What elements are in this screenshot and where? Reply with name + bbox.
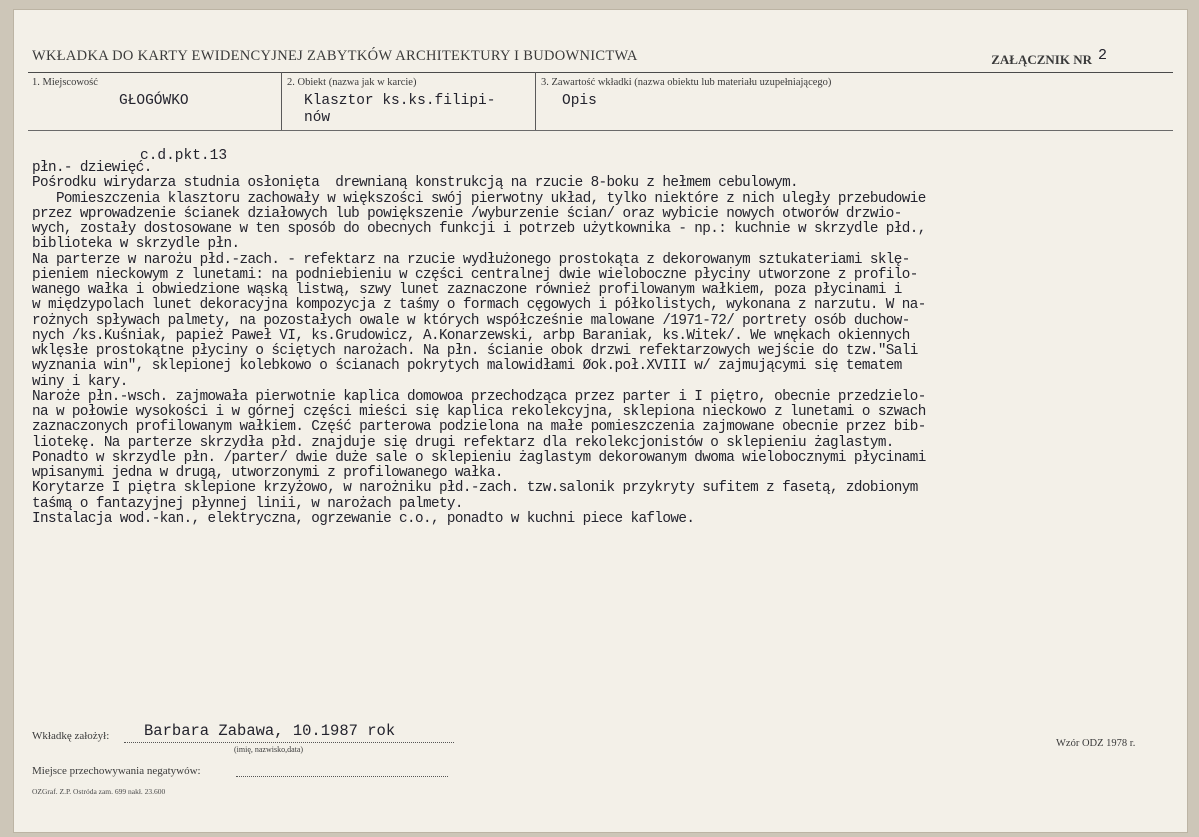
body-line: płn.- dziewięć. bbox=[32, 160, 152, 176]
column-divider-1 bbox=[281, 72, 282, 130]
body-line: taśmą o fantazyjnej płynnej linii, w narożach palmety. bbox=[32, 495, 463, 512]
column-divider-2 bbox=[535, 72, 536, 130]
author-value: Barbara Zabawa, 10.1987 rok bbox=[144, 722, 396, 740]
body-line: nych /ks.Kuśniak, papież Paweł VI, ks.Grudowicz, A.Konarzewski, arbp Baraniak, ks.Witek/. We wnękach okiennych bbox=[32, 327, 910, 344]
body-line: wklęsłe prostokątne płyciny o ściętych narożach. Na płn. ścianie obok drzwi refektarzowych wejście do tzw."Sali bbox=[32, 343, 918, 359]
body-line: Pośrodku wirydarza studnia osłonięta drewnianą konstrukcją na rzucie 8-boku z hełmem cebulowym. bbox=[32, 175, 799, 192]
body-line: zaznaczonych profilowanym wałkiem. Część parterowa podzielona na małe pomieszczenia zajmowane obecnie przez bib- bbox=[32, 419, 926, 436]
attachment-label: ZAŁĄCZNIK NR bbox=[991, 52, 1092, 67]
body-line: wych, zostały dostosowane w ten sposób do obecnych funkcji i potrzeb użytkownika - np.: kuchnie w skrzydle płd., bbox=[32, 221, 926, 237]
header-rule-top bbox=[28, 72, 1173, 73]
body-line: Ponadto w skrzydle płn. /parter/ dwie duże sale o sklepieniu żaglastym dekorowanym dwoma wielobocznymi płycinami bbox=[32, 449, 926, 466]
pattern-label: Wzór ODZ 1978 r. bbox=[1056, 738, 1136, 749]
body-line: w międzypolach lunet dekoracyjna kompozycja z taśmy o formach cęgowych i półkolistych, wykonana z narzutu. W na- bbox=[32, 297, 926, 314]
body-line: Instalacja wod.-kan., elektryczna, ogrzewanie c.o., ponadto w kuchni piece kaflowe. bbox=[32, 510, 695, 527]
object-value-line1: Klasztor ks.ks.filipi- bbox=[304, 93, 496, 109]
continuation-marker: c.d.pkt.13 bbox=[140, 148, 228, 164]
body-line: Naroże płn.-wsch. zajmowała pierwotnie kaplica domowoa przechodząca przez parter i I piętro, obecnie przedzielo- bbox=[32, 388, 926, 405]
header-rule-bottom bbox=[28, 130, 1173, 131]
body-line: Na parterze w narożu płd.-zach. - refektarz na rzucie wydłużonego prostokąta z dekorowanym sztukateriami sklę- bbox=[32, 251, 910, 268]
object-value-line2: nów bbox=[304, 110, 331, 126]
printer-imprint: OZGraf. Z.P. Ostróda zam. 699 nakł. 23.600 bbox=[32, 787, 166, 796]
object-label: 2. Obiekt (nazwa jak w karcie) bbox=[287, 77, 417, 88]
author-label: Wkładkę założył: bbox=[32, 730, 110, 742]
body-line: wanego wałka i obwiedzione wąską listwą, szwy lunet zaznaczone również profilowanym wałkiem, poza płycinami i bbox=[32, 282, 902, 298]
body-line: biblioteka w skrzydle płn. bbox=[32, 236, 240, 253]
body-line: na w połowie wysokości i w górnej części mieści się kaplica rekolekcyjna, sklepiona nieckowo z lunetami o szwach bbox=[32, 404, 926, 420]
storage-label: Miejsce przechowywania negatywów: bbox=[32, 765, 201, 777]
body-line: liotekę. Na parterze skrzydła płd. znajduje się drugi refektarz dla rekolekcjonistów o sklepieniu żaglastym. bbox=[32, 434, 894, 451]
form-title: WKŁADKA DO KARTY EWIDENCYJNEJ ZABYTKÓW ARCHITEKTURY I BUDOWNICTWA bbox=[32, 48, 638, 64]
body-line: przez wprowadzenie ścianek działowych lub powiększenie /wyburzenie ścian/ oraz wybicie nowych otworów drzwio- bbox=[32, 205, 902, 222]
body-line: pieniem nieckowym z lunetami: na podniebieniu w części centralnej dwie wieloboczne płyciny utworzone z profilo- bbox=[32, 266, 918, 283]
locality-value: GŁOGÓWKO bbox=[119, 93, 189, 109]
content-value: Opis bbox=[562, 93, 597, 109]
body-line: Pomieszczenia klasztoru zachowały w większości swój pierwotny układ, tylko niektóre z nich uległy przebudowie bbox=[32, 190, 926, 207]
locality-label: 1. Miejscowość bbox=[32, 77, 98, 88]
body-line: wyznania win", sklepionej kolebkowo o ścianach pokrytych malowidłami Øok.poł.XVIII w/ zajmującymi się tematem bbox=[32, 358, 902, 375]
body-line: Korytarze I piętra sklepione krzyżowo, w narożniku płd.-zach. tzw.salonik przykryty sufitem z fasetą, zdobionym bbox=[32, 480, 918, 497]
attachment-number: 2 bbox=[1097, 47, 1107, 64]
content-label: 3. Zawartość wkładki (nazwa obiektu lub materiału uzupełniającego) bbox=[541, 77, 832, 88]
body-line: wpisanymi jedna w drugą, utworzonymi z profilowanego wałka. bbox=[32, 465, 503, 481]
author-dotted-line bbox=[124, 742, 454, 743]
storage-dotted-line bbox=[236, 776, 448, 777]
author-hint: (imię, nazwisko,data) bbox=[234, 745, 304, 754]
body-line: rożnych spływach palmety, na pozostałych owale w których współcześnie malowane /1971-72/ portrety osób duchow- bbox=[32, 312, 910, 329]
description-body bbox=[32, 161, 1184, 527]
body-line: winy i kary. bbox=[32, 373, 128, 390]
form-sheet bbox=[14, 10, 1187, 832]
